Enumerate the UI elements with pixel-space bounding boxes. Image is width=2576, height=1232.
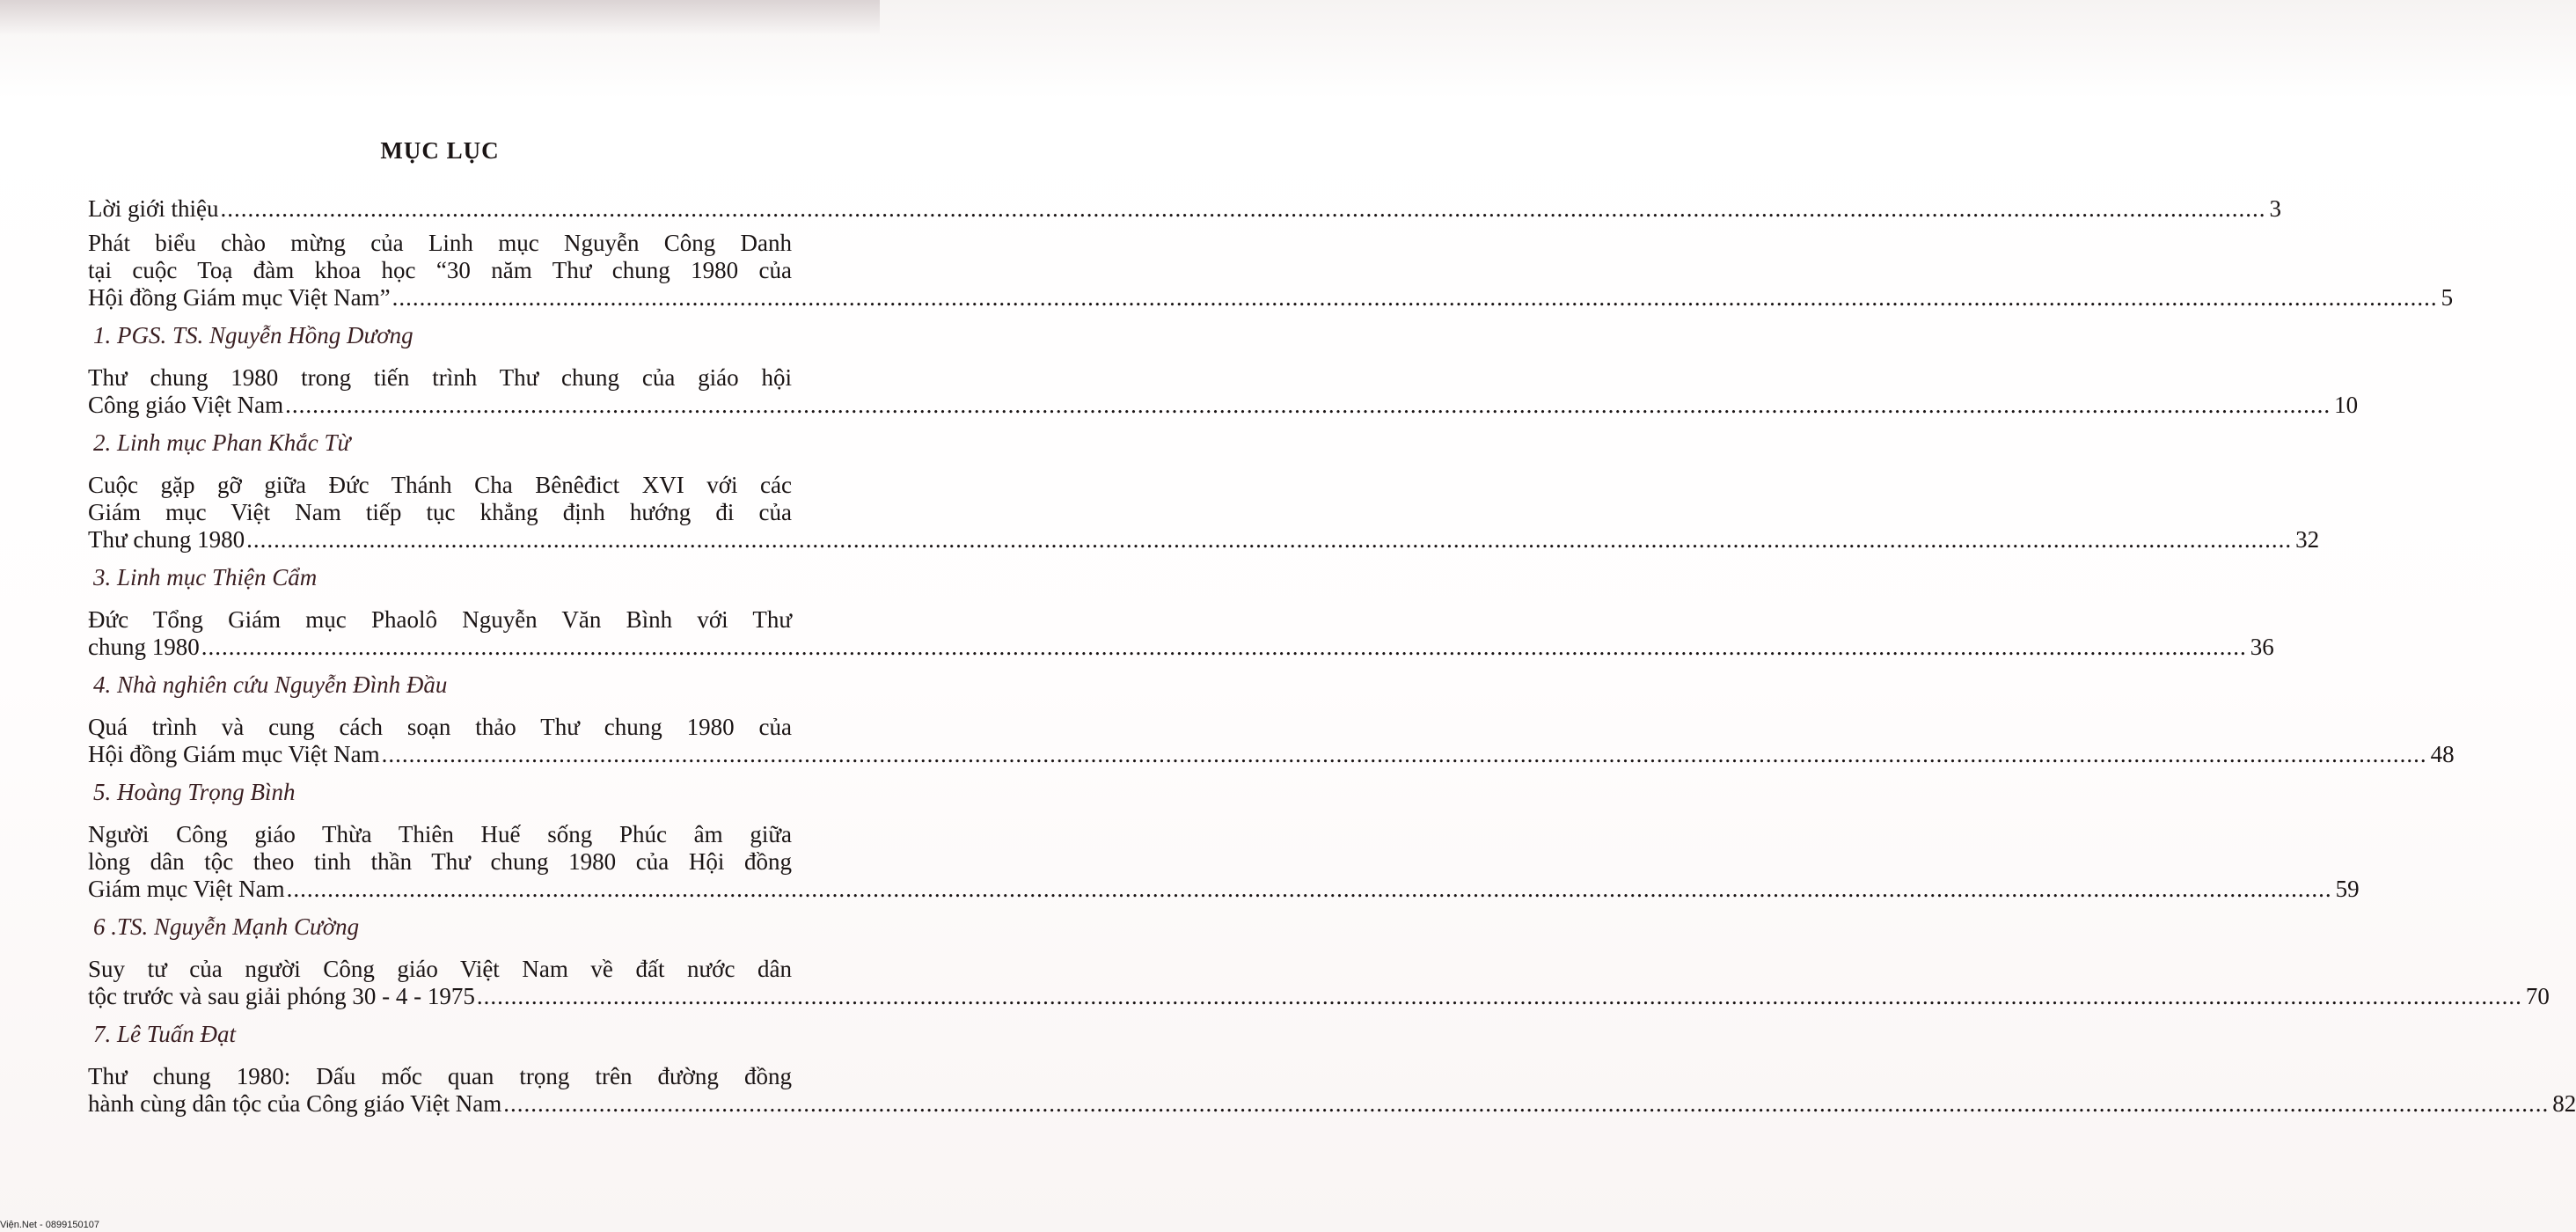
toc-entry-line: tại cuộc Toạ đàm khoa học “30 năm Thư chung 1980 của: [88, 257, 792, 283]
toc-entry[interactable]: [88, 606, 2274, 661]
toc-page-number: 36: [2250, 634, 2274, 660]
toc-entry[interactable]: [88, 1063, 2576, 1118]
toc-author: 2. Linh mục Phan Khắc Từ: [93, 429, 351, 456]
toc-entry-title-end: Thư chung 1980: [88, 526, 245, 553]
toc-entry-last-line: [88, 392, 2359, 419]
toc-author: 6 .TS. Nguyễn Mạnh Cường: [93, 913, 360, 940]
toc-entry[interactable]: [88, 230, 2454, 312]
toc-page-number: 70: [2525, 983, 2550, 1009]
toc-page-number: 32: [2295, 526, 2320, 553]
toc-entry-line: Quá trình và cung cách soạn thảo Thư chung 1980 của: [88, 714, 792, 740]
dot-leader: ............................................................................................................................................................................................................................................................................................................: [476, 983, 2522, 1009]
toc-author: 7. Lê Tuấn Đạt: [93, 1021, 237, 1047]
toc-entry-title-end: tộc trước và sau giải phóng 30 - 4 - 1975: [88, 983, 475, 1009]
page-top-shadow: [0, 0, 880, 35]
toc-entry-line: Thư chung 1980 trong tiến trình Thư chung của giáo hội: [88, 364, 792, 391]
toc-page-number: 48: [2430, 741, 2455, 767]
toc-entry[interactable]: [88, 472, 2320, 554]
toc-entry-line: Thư chung 1980: Dấu mốc quan trọng trên đường đồng: [88, 1063, 792, 1089]
dot-leader: ............................................................................................................................................................................................................................................................................................................: [201, 634, 2247, 660]
toc-page-number: 5: [2441, 284, 2454, 311]
toc-entry-line: lòng dân tộc theo tinh thần Thư chung 1980 của Hội đồng: [88, 848, 792, 875]
dot-leader: ............................................................................................................................................................................................................................................................................................................: [246, 526, 2293, 553]
toc-entry-last-line: [88, 634, 2274, 661]
toc-entry-line: Người Công giáo Thừa Thiên Huế sống Phúc âm giữa: [88, 821, 792, 847]
toc-entry[interactable]: [88, 195, 2282, 223]
toc-entry-title-end: Giám mục Việt Nam: [88, 876, 285, 902]
toc-entry[interactable]: [88, 364, 2359, 419]
toc-entry[interactable]: [88, 821, 2360, 903]
toc-author: 3. Linh mục Thiện Cẩm: [93, 564, 318, 590]
toc-entry-last-line: [88, 1090, 2576, 1118]
dot-leader: ............................................................................................................................................................................................................................................................................................................: [503, 1090, 2550, 1117]
toc-entry-title-end: Lời giới thiệu: [88, 195, 219, 222]
toc-entry-last-line: [88, 983, 2550, 1010]
toc-entry-title-end: chung 1980: [88, 634, 200, 660]
toc-entry-last-line: [88, 741, 2455, 768]
dot-leader: ............................................................................................................................................................................................................................................................................................................: [285, 392, 2331, 418]
dot-leader: ............................................................................................................................................................................................................................................................................................................: [381, 741, 2427, 767]
toc-entry-last-line: [88, 526, 2320, 554]
dot-leader: ............................................................................................................................................................................................................................................................................................................: [286, 876, 2332, 902]
dot-leader: ............................................................................................................................................................................................................................................................................................................: [392, 284, 2438, 311]
toc-entry[interactable]: [88, 714, 2455, 768]
toc-entry-line: Giám mục Việt Nam tiếp tục khẳng định hướng đi của: [88, 499, 792, 525]
dot-leader: ............................................................................................................................................................................................................................................................................................................: [220, 195, 2266, 222]
toc-entry-last-line: [88, 876, 2360, 903]
table-of-contents: [88, 195, 2576, 1125]
toc-entry-line: Đức Tổng Giám mục Phaolô Nguyễn Văn Bình với Thư: [88, 606, 792, 633]
toc-entry-title-end: Hội đồng Giám mục Việt Nam”: [88, 284, 391, 311]
toc-entry-last-line: [88, 284, 2454, 312]
toc-entry-line: Cuộc gặp gỡ giữa Đức Thánh Cha Bênêđict XVI với các: [88, 472, 792, 498]
toc-page-number: 10: [2334, 392, 2359, 418]
toc-page-number: 82: [2552, 1090, 2576, 1117]
toc-entry-line: Phát biểu chào mừng của Linh mục Nguyễn Công Danh: [88, 230, 792, 256]
toc-entry-title-end: Hội đồng Giám mục Việt Nam: [88, 741, 380, 767]
toc-page-number: 59: [2335, 876, 2360, 902]
toc-entry-line: Suy tư của người Công giáo Việt Nam về đất nước dân: [88, 956, 792, 982]
toc-entry[interactable]: [88, 956, 2550, 1010]
toc-author: 1. PGS. TS. Nguyễn Hồng Dương: [93, 322, 413, 348]
page-title: MỤC LỤC: [380, 137, 500, 165]
footer-watermark: Viện.Net - 0899150107: [0, 1220, 99, 1230]
toc-author: 4. Nhà nghiên cứu Nguyễn Đình Đầu: [93, 671, 448, 698]
toc-entry-title-end: Công giáo Việt Nam: [88, 392, 284, 418]
toc-entry-title-end: hành cùng dân tộc của Công giáo Việt Nam: [88, 1090, 502, 1117]
toc-author: 5. Hoàng Trọng Bình: [93, 779, 296, 805]
toc-page-number: 3: [2269, 195, 2282, 222]
toc-entry-last-line: [88, 195, 2282, 223]
